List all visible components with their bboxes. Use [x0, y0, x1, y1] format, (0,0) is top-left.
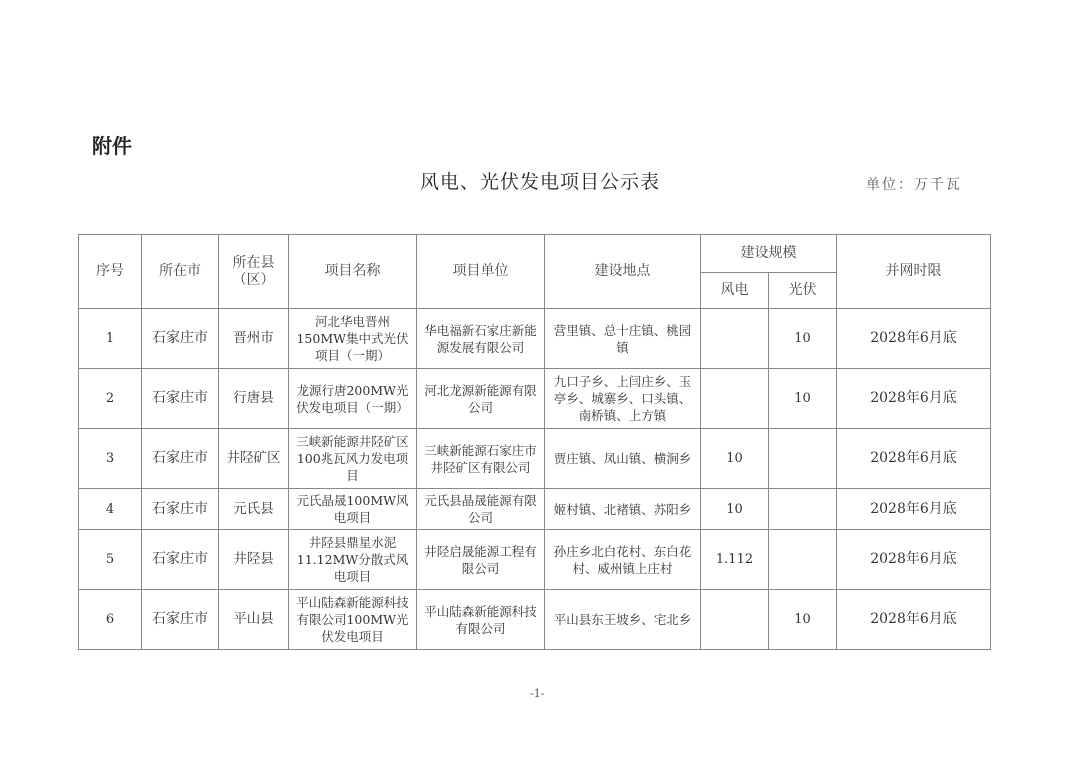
cell-county: 井陉矿区: [219, 429, 289, 489]
cell-project-name: 河北华电晋州150MW集中式光伏项目（一期）: [289, 309, 417, 369]
cell-seq: 3: [79, 429, 142, 489]
cell-project-unit: 元氏县晶晟能源有限公司: [417, 489, 545, 530]
cell-wind: 10: [701, 489, 769, 530]
header-row: [79, 235, 991, 273]
table-row: [79, 489, 991, 530]
cell-project-name: 龙源行唐200MW光伏发电项目（一期）: [289, 369, 417, 429]
cell-seq: 4: [79, 489, 142, 530]
cell-county: 元氏县: [219, 489, 289, 530]
cell-city: 石家庄市: [142, 489, 219, 530]
cell-wind: 1.112: [701, 530, 769, 590]
cell-city: 石家庄市: [142, 530, 219, 590]
cell-city: 石家庄市: [142, 590, 219, 650]
table-row: [79, 530, 991, 590]
header-project-name: 项目名称: [289, 235, 417, 309]
cell-deadline: 2028年6月底: [837, 309, 991, 369]
cell-solar: [769, 489, 837, 530]
cell-county: 井陉县: [219, 530, 289, 590]
header-solar: 光伏: [769, 273, 837, 309]
cell-deadline: 2028年6月底: [837, 429, 991, 489]
cell-wind: [701, 309, 769, 369]
page-title: 风电、光伏发电项目公示表: [420, 171, 661, 193]
cell-solar: [769, 429, 837, 489]
cell-city: 石家庄市: [142, 309, 219, 369]
cell-city: 石家庄市: [142, 369, 219, 429]
cell-seq: 5: [79, 530, 142, 590]
cell-location: 贾庄镇、凤山镇、横涧乡: [545, 429, 701, 489]
cell-project-unit: 井陉启晟能源工程有限公司: [417, 530, 545, 590]
cell-deadline: 2028年6月底: [837, 369, 991, 429]
cell-wind: 10: [701, 429, 769, 489]
table-row: [79, 309, 991, 369]
header-city: 所在市: [142, 235, 219, 309]
cell-location: 孙庄乡北白花村、东白花村、威州镇上庄村: [545, 530, 701, 590]
cell-county: 晋州市: [219, 309, 289, 369]
header-location: 建设地点: [545, 235, 701, 309]
cell-deadline: 2028年6月底: [837, 530, 991, 590]
cell-solar: [769, 530, 837, 590]
cell-project-name: 元氏晶晟100MW风电项目: [289, 489, 417, 530]
cell-seq: 1: [79, 309, 142, 369]
table-row: [79, 369, 991, 429]
cell-deadline: 2028年6月底: [837, 590, 991, 650]
cell-project-unit: 平山陆森新能源科技有限公司: [417, 590, 545, 650]
unit-label: 单位：万千瓦: [866, 177, 962, 193]
cell-wind: [701, 369, 769, 429]
cell-county: 行唐县: [219, 369, 289, 429]
cell-location: 营里镇、总十庄镇、桃园镇: [545, 309, 701, 369]
cell-city: 石家庄市: [142, 429, 219, 489]
cell-county: 平山县: [219, 590, 289, 650]
cell-solar: 10: [769, 369, 837, 429]
cell-project-name: 平山陆森新能源科技有限公司100MW光伏发电项目: [289, 590, 417, 650]
cell-solar: 10: [769, 309, 837, 369]
cell-location: 姬村镇、北褚镇、苏阳乡: [545, 489, 701, 530]
cell-project-name: 三峡新能源井陉矿区100兆瓦风力发电项目: [289, 429, 417, 489]
header-seq: 序号: [79, 235, 142, 309]
table-row: [79, 590, 991, 650]
cell-deadline: 2028年6月底: [837, 489, 991, 530]
cell-wind: [701, 590, 769, 650]
header-grid-deadline: 并网时限: [837, 235, 991, 309]
cell-seq: 2: [79, 369, 142, 429]
cell-location: 平山县东王坡乡、宅北乡: [545, 590, 701, 650]
attachment-label: 附件: [92, 134, 132, 158]
cell-solar: 10: [769, 590, 837, 650]
header-county: 所在县（区）: [219, 235, 289, 309]
cell-project-unit: 三峡新能源石家庄市井陉矿区有限公司: [417, 429, 545, 489]
header-wind: 风电: [701, 273, 769, 309]
cell-project-unit: 河北龙源新能源有限公司: [417, 369, 545, 429]
cell-project-unit: 华电福新石家庄新能源发展有限公司: [417, 309, 545, 369]
table-row: [79, 429, 991, 489]
page-number: -1-: [530, 687, 545, 700]
cell-project-name: 井陉县鼎星水泥11.12MW分散式风电项目: [289, 530, 417, 590]
cell-location: 九口子乡、上闫庄乡、玉亭乡、城寨乡、口头镇、南桥镇、上方镇: [545, 369, 701, 429]
cell-seq: 6: [79, 590, 142, 650]
header-scale: 建设规模: [701, 235, 837, 273]
project-table: [78, 234, 991, 650]
header-project-unit: 项目单位: [417, 235, 545, 309]
